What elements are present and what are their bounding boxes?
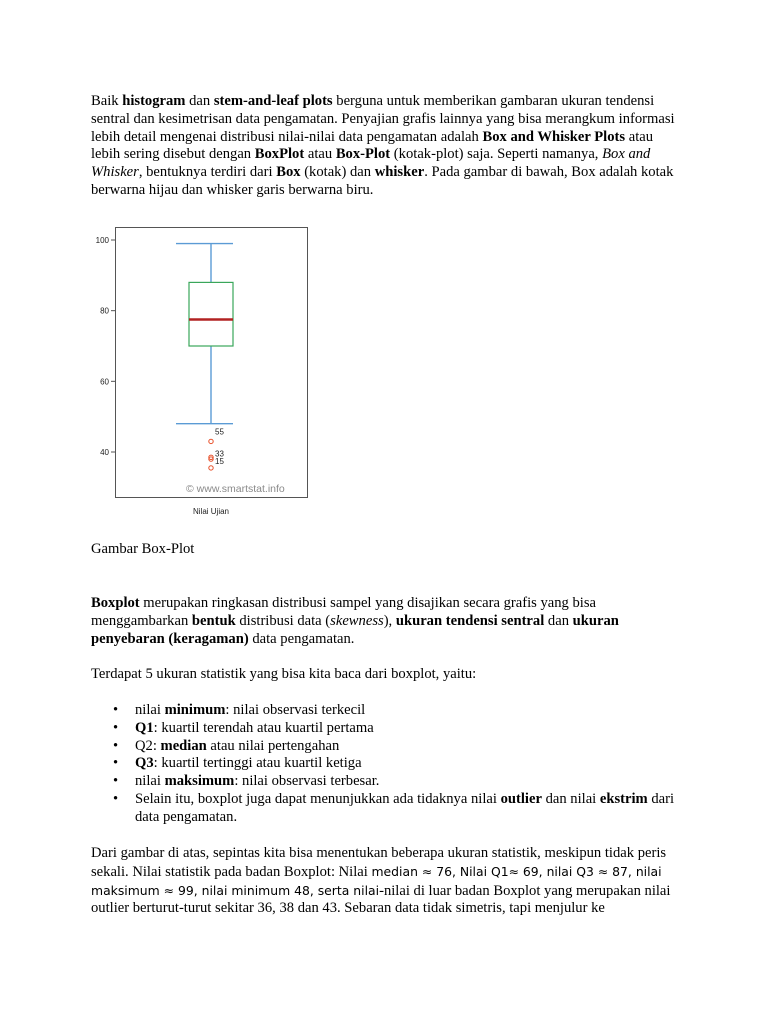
intro-paragraph [91, 93, 681, 200]
text-run: dan [185, 93, 214, 109]
bold-term: ukuran penyebaran (keragaman) [91, 612, 619, 647]
bold-term: BoxPlot [254, 146, 305, 163]
bold-term: Box-Plot [335, 146, 391, 163]
text-run: (kotak-plot) saja. Seperti namanya, [390, 146, 603, 163]
bold-term: Box [276, 164, 301, 181]
text-run: data pengamatan. [248, 630, 355, 647]
y-tick-label: 40 [100, 448, 109, 457]
text-run: atau [304, 146, 336, 163]
sans-text-run: median ≈ 76, Nilai Q1≈ 69, nilai Q3 ≈ 87, nilai maksimum ≈ 99, nilai minimum 48, serta nilai [91, 863, 662, 898]
outlier-label: 15 [215, 457, 224, 467]
boxplot-definition-paragraph [91, 595, 681, 648]
y-tick-label: 80 [100, 306, 109, 316]
iqr-box [189, 282, 233, 346]
list-item: • nilai minimum: nilai observasi terkecil [91, 702, 681, 720]
text-run: Dari gambar di atas, sepintas kita bisa menentukan beberapa ukuran statistik, meskipun tidak peris sekali. Nilai statistik pada badan Boxplot: Nilai [91, 845, 667, 880]
text-run: (kotak) dan [300, 164, 375, 181]
outlier-label: 33 [215, 449, 224, 459]
bold-term: Box and Whisker Plots [482, 128, 626, 145]
text-run: -nilai di luar badan Boxplot yang merupakan nilai outlier berturut-turut sekitar 36, 38 dan 43. Sebaran data tidak simetris, tapi menjulur ke [91, 882, 671, 917]
boxplot-figure [88, 224, 318, 520]
text-run: dan [544, 612, 573, 629]
boxplot-chart [88, 224, 318, 520]
y-axis [96, 236, 116, 457]
bold-term: whisker [374, 164, 425, 181]
watermark-text: © www.smartstat.info [186, 483, 285, 495]
text-run: merupakan ringkasan distribusi sampel yang disajikan secara grafis yang bisa menggambarkan [91, 595, 596, 629]
text-run: berguna untuk memberikan gambaran ukuran tendensi sentral dan kesimetrisan data pengamatan. Penyajian grafis lainnya yang bisa merangkum informasi lebih detail mengenai distribusi nilai-nilai data pengamatan adalah [91, 93, 675, 145]
y-tick-label: 60 [100, 377, 109, 387]
text-run: . Pada gambar di bawah, Box adalah kotak berwarna hijau dan whisker garis berwarna biru. [91, 164, 674, 198]
list-item: • Q3: kuartil tertinggi atau kuartil ketiga [91, 755, 681, 773]
figure-caption: Gambar Box-Plot [91, 541, 195, 557]
statistics-list [91, 702, 681, 827]
bold-term: Boxplot [91, 595, 140, 611]
text-run: atau lebih sering disebut dengan [91, 128, 654, 163]
text-run: Baik [91, 93, 123, 109]
list-item: • Q2: median atau nilai pertengahan [91, 738, 681, 756]
bold-term: stem-and-leaf plots [213, 93, 333, 109]
y-tick-label: 100 [95, 236, 109, 245]
list-item: • Q1: kuartil terendah atau kuartil pertama [91, 720, 681, 738]
italic-term: Box and Whisker [91, 146, 651, 181]
italic-term: skewness [330, 612, 384, 629]
interpretation-paragraph [91, 845, 681, 918]
list-item: • nilai maksimum: nilai observasi terbesar. [91, 773, 681, 791]
outlier-label: 55 [215, 427, 224, 437]
statistics-intro-paragraph: Terdapat 5 ukuran statistik yang bisa kita baca dari boxplot, yaitu: [91, 666, 477, 682]
text-run: , bentuknya terdiri dari [138, 164, 277, 181]
list-item: • Selain itu, boxplot juga dapat menunjukkan ada tidaknya nilai outlier dan nilai ekstrim dari data pengamatan. [91, 791, 681, 827]
text-run: distribusi data ( [235, 612, 331, 629]
bold-term: bentuk [191, 612, 236, 629]
text-run: ), [383, 612, 396, 629]
x-category-label: Nilai Ujian [192, 507, 230, 516]
bold-term: histogram [122, 93, 186, 109]
bold-term: ukuran tendensi sentral [395, 612, 545, 629]
